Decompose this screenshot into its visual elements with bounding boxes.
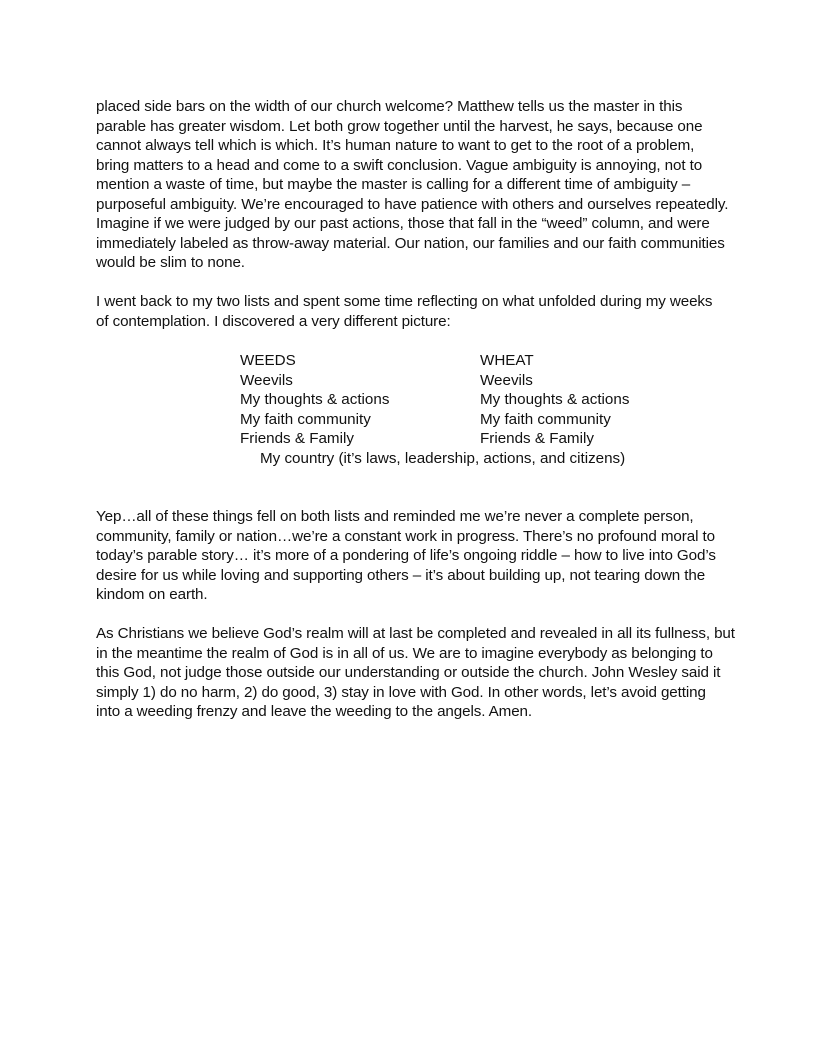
paragraph-line: parable has greater wisdom. Let both grow together until the harvest, he says, because one (96, 117, 703, 135)
paragraph-line: would be slim to none. (96, 254, 245, 271)
wheat-item: Weevils (480, 371, 533, 389)
paragraph-master-wisdom (96, 97, 729, 273)
paragraph-line: I went back to my two lists and spent some time reflecting on what unfolded during my weeks (96, 293, 713, 310)
weeds-item: My thoughts & actions (240, 391, 390, 408)
paragraph-line: cannot always tell which is which. It’s human nature to want to get to the root of a problem, (96, 137, 695, 154)
weeds-wheat-lists (240, 351, 660, 468)
paragraph-line: bring matters to a head and come to a swift conclusion. Vague ambiguity is annoying, not to (96, 156, 703, 174)
list-header-row (240, 351, 660, 371)
paragraph-closing (96, 624, 735, 722)
paragraph-line: purposeful ambiguity. We’re encouraged to have patience with others and ourselves repeatedly. (96, 195, 729, 213)
list-row (240, 371, 660, 391)
paragraph-line: desire for us while loving and supporting others – it’s about building up, not tearing down the (96, 566, 706, 584)
weeds-item: Friends & Family (240, 430, 354, 447)
wheat-item: My faith community (480, 410, 611, 428)
list-row (240, 390, 660, 410)
paragraph-line: placed side bars on the width of our church welcome? Matthew tells us the master in this (96, 98, 683, 115)
paragraph-line: immediately labeled as throw-away material. Our nation, our families and our faith communities (96, 234, 725, 252)
wheat-item: Friends & Family (480, 430, 594, 447)
shared-list-item: My country (it’s laws, leadership, actions, and citizens) (260, 449, 626, 467)
weeds-item: My faith community (240, 410, 371, 428)
paragraph-line: Imagine if we were judged by our past actions, those that fall in the “weed” column, and were (96, 215, 710, 232)
paragraph-line: into a weeding frenzy and leave the weeding to the angels. Amen. (96, 703, 533, 720)
list-row (240, 429, 660, 449)
paragraph-line: community, family or nation…we’re a constant work in progress. There’s no profound moral to (96, 527, 715, 545)
paragraph-line: As Christians we believe God’s realm will at last be completed and revealed in all its fullness, but (96, 625, 735, 642)
wheat-column-header: WHEAT (480, 352, 534, 369)
paragraph-line: mention a waste of time, but maybe the master is calling for a different time of ambiguity – (96, 176, 691, 193)
weeds-column-header: WEEDS (240, 352, 296, 369)
paragraph-line: kindom on earth. (96, 586, 208, 603)
paragraph-line: of contemplation. I discovered a very different picture: (96, 312, 451, 330)
list-row (240, 410, 660, 430)
paragraph-line: today’s parable story… it’s more of a pondering of life’s ongoing riddle – how to live into God’s (96, 547, 716, 564)
paragraph-line: simply 1) do no harm, 2) do good, 3) stay in love with God. In other words, let’s avoid getting (96, 683, 706, 701)
paragraph-line: this God, not judge those outside our understanding or outside the church. John Wesley said it (96, 664, 721, 681)
paragraph-line: in the meantime the realm of God is in all of us. We are to imagine everybody as belonging to (96, 644, 713, 662)
paragraph-two-lists (96, 292, 722, 331)
weeds-item: Weevils (240, 371, 293, 389)
wheat-item: My thoughts & actions (480, 391, 630, 408)
list-shared-row (240, 449, 660, 469)
paragraph-line: Yep…all of these things fell on both lists and reminded me we’re never a complete person, (96, 508, 694, 525)
paragraph-work-in-progress (96, 507, 722, 605)
